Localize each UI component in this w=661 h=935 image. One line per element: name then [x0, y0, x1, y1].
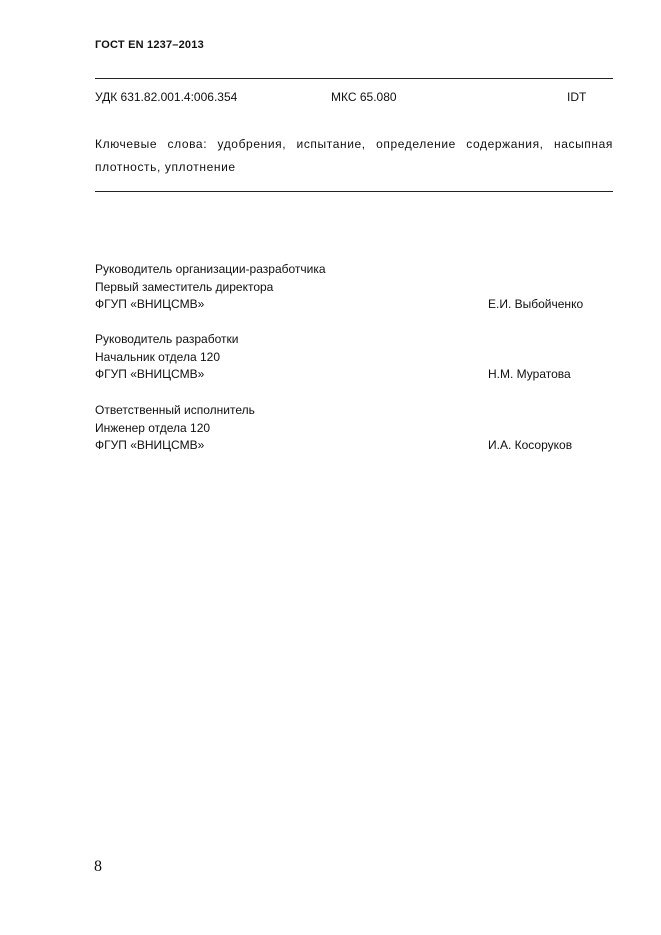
page-number: 8 — [94, 858, 102, 875]
signatory-block — [95, 331, 613, 384]
signatory-role: Руководитель разработки — [95, 332, 239, 346]
udk-code: УДК 631.82.001.4:006.354 — [95, 90, 238, 104]
standard-code: ГОСТ EN 1237–2013 — [95, 39, 204, 51]
signatory-name: Н.М. Муратова — [488, 367, 571, 381]
idt-mark: IDT — [567, 90, 587, 104]
signatory-position: Первый заместитель директора — [95, 279, 274, 294]
signatory-role: Руководитель организации-разработчика — [95, 262, 326, 276]
signatory-org-line — [95, 437, 613, 455]
mks-code: МКС 65.080 — [331, 90, 397, 104]
top-divider — [95, 78, 613, 79]
keywords-paragraph — [95, 133, 613, 179]
signatory-organization: ФГУП «ВНИЦСМВ» — [95, 367, 205, 381]
classification-row — [95, 90, 613, 106]
signatory-name: Е.И. Выбойченко — [488, 297, 584, 311]
signatory-block — [95, 402, 613, 455]
signatory-role: Ответственный исполнитель — [95, 403, 255, 417]
bottom-divider — [95, 191, 613, 192]
signatory-organization: ФГУП «ВНИЦСМВ» — [95, 438, 205, 452]
signatory-name: И.А. Косоруков — [488, 438, 573, 452]
keywords-line-1: Ключевые слова: удобрения, испытание, определение содержания, насыпная — [95, 137, 613, 151]
signatory-position: Инженер отдела 120 — [95, 420, 211, 435]
signatory-org-line — [95, 366, 613, 384]
signatory-org-line — [95, 296, 613, 314]
keywords-line-2: плотность, уплотнение — [95, 160, 236, 174]
signatory-organization: ФГУП «ВНИЦСМВ» — [95, 297, 205, 311]
signatory-block — [95, 261, 613, 314]
signatory-position: Начальник отдела 120 — [95, 349, 220, 364]
